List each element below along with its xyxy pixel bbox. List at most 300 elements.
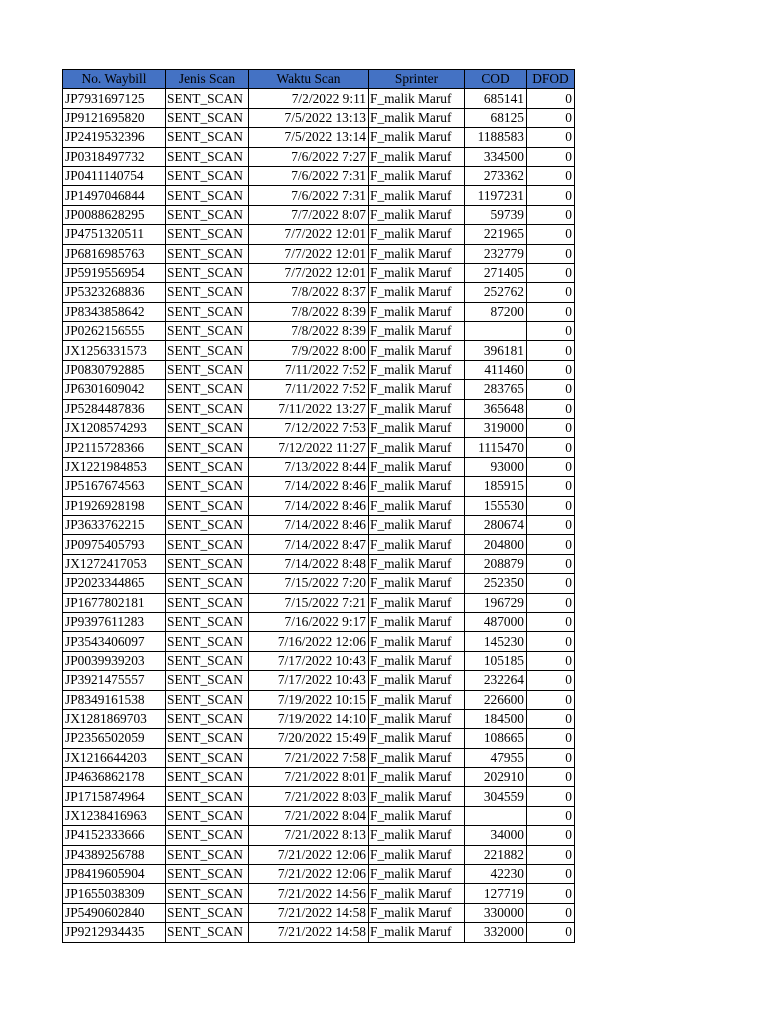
cell-jenis-scan[interactable]: SENT_SCAN xyxy=(166,535,249,554)
cell-cod[interactable]: 127719 xyxy=(465,884,527,903)
table-row[interactable] xyxy=(63,496,575,515)
table-row[interactable] xyxy=(63,457,575,476)
cell-cod[interactable]: 487000 xyxy=(465,612,527,631)
cell-cod[interactable]: 330000 xyxy=(465,903,527,922)
cell-jenis-scan[interactable]: SENT_SCAN xyxy=(166,865,249,884)
cell-no-waybill[interactable]: JP1497046844 xyxy=(63,186,166,205)
cell-dfod[interactable]: 0 xyxy=(527,845,575,864)
cell-waktu-scan[interactable]: 7/14/2022 8:46 xyxy=(249,477,369,496)
table-row[interactable] xyxy=(63,438,575,457)
cell-jenis-scan[interactable]: SENT_SCAN xyxy=(166,186,249,205)
cell-dfod[interactable]: 0 xyxy=(527,205,575,224)
table-row[interactable] xyxy=(63,612,575,631)
cell-cod[interactable]: 1188583 xyxy=(465,128,527,147)
cell-sprinter[interactable]: F_malik Maruf xyxy=(369,205,465,224)
cell-jenis-scan[interactable]: SENT_SCAN xyxy=(166,205,249,224)
cell-jenis-scan[interactable]: SENT_SCAN xyxy=(166,787,249,806)
cell-dfod[interactable]: 0 xyxy=(527,108,575,127)
cell-dfod[interactable]: 0 xyxy=(527,263,575,282)
cell-dfod[interactable]: 0 xyxy=(527,554,575,573)
cell-sprinter[interactable]: F_malik Maruf xyxy=(369,128,465,147)
cell-waktu-scan[interactable]: 7/6/2022 7:27 xyxy=(249,147,369,166)
cell-dfod[interactable]: 0 xyxy=(527,380,575,399)
cell-dfod[interactable]: 0 xyxy=(527,593,575,612)
table-row[interactable] xyxy=(63,166,575,185)
cell-waktu-scan[interactable]: 7/21/2022 8:03 xyxy=(249,787,369,806)
cell-sprinter[interactable]: F_malik Maruf xyxy=(369,884,465,903)
cell-no-waybill[interactable]: JP1655038309 xyxy=(63,884,166,903)
cell-waktu-scan[interactable]: 7/15/2022 7:21 xyxy=(249,593,369,612)
cell-no-waybill[interactable]: JP8349161538 xyxy=(63,690,166,709)
cell-sprinter[interactable]: F_malik Maruf xyxy=(369,535,465,554)
cell-jenis-scan[interactable]: SENT_SCAN xyxy=(166,923,249,942)
cell-dfod[interactable]: 0 xyxy=(527,632,575,651)
cell-cod[interactable]: 185915 xyxy=(465,477,527,496)
table-row[interactable] xyxy=(63,865,575,884)
cell-sprinter[interactable]: F_malik Maruf xyxy=(369,457,465,476)
cell-cod[interactable]: 105185 xyxy=(465,651,527,670)
cell-waktu-scan[interactable]: 7/21/2022 14:56 xyxy=(249,884,369,903)
table-row[interactable] xyxy=(63,709,575,728)
cell-sprinter[interactable]: F_malik Maruf xyxy=(369,671,465,690)
cell-sprinter[interactable]: F_malik Maruf xyxy=(369,477,465,496)
cell-cod[interactable]: 1197231 xyxy=(465,186,527,205)
cell-cod[interactable]: 155530 xyxy=(465,496,527,515)
cell-dfod[interactable]: 0 xyxy=(527,457,575,476)
table-row[interactable] xyxy=(63,632,575,651)
cell-sprinter[interactable]: F_malik Maruf xyxy=(369,399,465,418)
cell-sprinter[interactable]: F_malik Maruf xyxy=(369,341,465,360)
cell-waktu-scan[interactable]: 7/9/2022 8:00 xyxy=(249,341,369,360)
cell-jenis-scan[interactable]: SENT_SCAN xyxy=(166,632,249,651)
cell-sprinter[interactable]: F_malik Maruf xyxy=(369,903,465,922)
cell-no-waybill[interactable]: JP8343858642 xyxy=(63,302,166,321)
cell-dfod[interactable]: 0 xyxy=(527,147,575,166)
cell-waktu-scan[interactable]: 7/15/2022 7:20 xyxy=(249,574,369,593)
cell-sprinter[interactable]: F_malik Maruf xyxy=(369,574,465,593)
cell-sprinter[interactable]: F_malik Maruf xyxy=(369,768,465,787)
cell-no-waybill[interactable]: JP5284487836 xyxy=(63,399,166,418)
cell-sprinter[interactable]: F_malik Maruf xyxy=(369,186,465,205)
cell-sprinter[interactable]: F_malik Maruf xyxy=(369,515,465,534)
cell-no-waybill[interactable]: JP9121695820 xyxy=(63,108,166,127)
cell-waktu-scan[interactable]: 7/16/2022 12:06 xyxy=(249,632,369,651)
table-row[interactable] xyxy=(63,651,575,670)
cell-jenis-scan[interactable]: SENT_SCAN xyxy=(166,496,249,515)
cell-waktu-scan[interactable]: 7/21/2022 8:13 xyxy=(249,826,369,845)
cell-cod[interactable]: 47955 xyxy=(465,748,527,767)
cell-cod[interactable]: 1115470 xyxy=(465,438,527,457)
table-row[interactable] xyxy=(63,399,575,418)
cell-sprinter[interactable]: F_malik Maruf xyxy=(369,380,465,399)
table-row[interactable] xyxy=(63,419,575,438)
cell-waktu-scan[interactable]: 7/11/2022 13:27 xyxy=(249,399,369,418)
cell-sprinter[interactable]: F_malik Maruf xyxy=(369,302,465,321)
table-row[interactable] xyxy=(63,89,575,108)
cell-no-waybill[interactable]: JP5167674563 xyxy=(63,477,166,496)
cell-cod[interactable]: 232264 xyxy=(465,671,527,690)
cell-sprinter[interactable]: F_malik Maruf xyxy=(369,360,465,379)
cell-waktu-scan[interactable]: 7/13/2022 8:44 xyxy=(249,457,369,476)
cell-jenis-scan[interactable]: SENT_SCAN xyxy=(166,89,249,108)
cell-cod[interactable]: 273362 xyxy=(465,166,527,185)
cell-waktu-scan[interactable]: 7/7/2022 8:07 xyxy=(249,205,369,224)
cell-cod[interactable]: 202910 xyxy=(465,768,527,787)
table-row[interactable] xyxy=(63,729,575,748)
cell-no-waybill[interactable]: JP9212934435 xyxy=(63,923,166,942)
cell-sprinter[interactable]: F_malik Maruf xyxy=(369,651,465,670)
table-row[interactable] xyxy=(63,787,575,806)
cell-no-waybill[interactable]: JP4636862178 xyxy=(63,768,166,787)
cell-dfod[interactable]: 0 xyxy=(527,496,575,515)
table-row[interactable] xyxy=(63,205,575,224)
table-row[interactable] xyxy=(63,593,575,612)
cell-dfod[interactable]: 0 xyxy=(527,671,575,690)
table-row[interactable] xyxy=(63,186,575,205)
cell-sprinter[interactable]: F_malik Maruf xyxy=(369,283,465,302)
cell-dfod[interactable]: 0 xyxy=(527,903,575,922)
cell-no-waybill[interactable]: JP0262156555 xyxy=(63,322,166,341)
table-row[interactable] xyxy=(63,806,575,825)
cell-dfod[interactable]: 0 xyxy=(527,322,575,341)
cell-no-waybill[interactable]: JP5323268836 xyxy=(63,283,166,302)
cell-no-waybill[interactable]: JP0318497732 xyxy=(63,147,166,166)
cell-jenis-scan[interactable]: SENT_SCAN xyxy=(166,438,249,457)
table-row[interactable] xyxy=(63,108,575,127)
cell-dfod[interactable]: 0 xyxy=(527,302,575,321)
cell-dfod[interactable]: 0 xyxy=(527,477,575,496)
table-row[interactable] xyxy=(63,380,575,399)
cell-jenis-scan[interactable]: SENT_SCAN xyxy=(166,768,249,787)
cell-dfod[interactable]: 0 xyxy=(527,244,575,263)
cell-dfod[interactable]: 0 xyxy=(527,729,575,748)
cell-dfod[interactable]: 0 xyxy=(527,186,575,205)
cell-dfod[interactable]: 0 xyxy=(527,768,575,787)
cell-jenis-scan[interactable]: SENT_SCAN xyxy=(166,903,249,922)
cell-waktu-scan[interactable]: 7/14/2022 8:47 xyxy=(249,535,369,554)
cell-no-waybill[interactable]: JP1715874964 xyxy=(63,787,166,806)
cell-jenis-scan[interactable]: SENT_SCAN xyxy=(166,380,249,399)
cell-no-waybill[interactable]: JX1238416963 xyxy=(63,806,166,825)
cell-no-waybill[interactable]: JP2356502059 xyxy=(63,729,166,748)
cell-waktu-scan[interactable]: 7/12/2022 7:53 xyxy=(249,419,369,438)
cell-waktu-scan[interactable]: 7/21/2022 12:06 xyxy=(249,845,369,864)
cell-dfod[interactable]: 0 xyxy=(527,341,575,360)
cell-waktu-scan[interactable]: 7/21/2022 7:58 xyxy=(249,748,369,767)
cell-jenis-scan[interactable]: SENT_SCAN xyxy=(166,360,249,379)
cell-cod[interactable]: 145230 xyxy=(465,632,527,651)
cell-sprinter[interactable]: F_malik Maruf xyxy=(369,787,465,806)
cell-cod[interactable]: 411460 xyxy=(465,360,527,379)
cell-cod[interactable]: 59739 xyxy=(465,205,527,224)
cell-sprinter[interactable]: F_malik Maruf xyxy=(369,322,465,341)
cell-no-waybill[interactable]: JP2023344865 xyxy=(63,574,166,593)
cell-waktu-scan[interactable]: 7/19/2022 14:10 xyxy=(249,709,369,728)
cell-jenis-scan[interactable]: SENT_SCAN xyxy=(166,574,249,593)
cell-no-waybill[interactable]: JX1281869703 xyxy=(63,709,166,728)
cell-dfod[interactable]: 0 xyxy=(527,419,575,438)
cell-dfod[interactable]: 0 xyxy=(527,515,575,534)
cell-waktu-scan[interactable]: 7/7/2022 12:01 xyxy=(249,244,369,263)
cell-dfod[interactable]: 0 xyxy=(527,826,575,845)
cell-dfod[interactable]: 0 xyxy=(527,399,575,418)
cell-cod[interactable]: 252350 xyxy=(465,574,527,593)
cell-jenis-scan[interactable]: SENT_SCAN xyxy=(166,690,249,709)
cell-sprinter[interactable]: F_malik Maruf xyxy=(369,612,465,631)
cell-no-waybill[interactable]: JX1221984853 xyxy=(63,457,166,476)
cell-jenis-scan[interactable]: SENT_SCAN xyxy=(166,748,249,767)
cell-dfod[interactable]: 0 xyxy=(527,128,575,147)
table-row[interactable] xyxy=(63,515,575,534)
cell-waktu-scan[interactable]: 7/17/2022 10:43 xyxy=(249,671,369,690)
cell-jenis-scan[interactable]: SENT_SCAN xyxy=(166,263,249,282)
cell-jenis-scan[interactable]: SENT_SCAN xyxy=(166,399,249,418)
cell-jenis-scan[interactable]: SENT_SCAN xyxy=(166,302,249,321)
cell-waktu-scan[interactable]: 7/14/2022 8:46 xyxy=(249,496,369,515)
cell-cod[interactable] xyxy=(465,322,527,341)
cell-sprinter[interactable]: F_malik Maruf xyxy=(369,496,465,515)
cell-sprinter[interactable]: F_malik Maruf xyxy=(369,108,465,127)
cell-jenis-scan[interactable]: SENT_SCAN xyxy=(166,457,249,476)
cell-cod[interactable]: 221965 xyxy=(465,225,527,244)
table-row[interactable] xyxy=(63,748,575,767)
cell-cod[interactable]: 34000 xyxy=(465,826,527,845)
cell-sprinter[interactable]: F_malik Maruf xyxy=(369,244,465,263)
cell-waktu-scan[interactable]: 7/20/2022 15:49 xyxy=(249,729,369,748)
cell-cod[interactable]: 232779 xyxy=(465,244,527,263)
table-row[interactable] xyxy=(63,535,575,554)
cell-jenis-scan[interactable]: SENT_SCAN xyxy=(166,166,249,185)
cell-jenis-scan[interactable]: SENT_SCAN xyxy=(166,826,249,845)
cell-no-waybill[interactable]: JP7931697125 xyxy=(63,89,166,108)
cell-dfod[interactable]: 0 xyxy=(527,923,575,942)
table-row[interactable] xyxy=(63,768,575,787)
cell-sprinter[interactable]: F_malik Maruf xyxy=(369,554,465,573)
cell-cod[interactable]: 280674 xyxy=(465,515,527,534)
table-row[interactable] xyxy=(63,341,575,360)
cell-waktu-scan[interactable]: 7/21/2022 12:06 xyxy=(249,865,369,884)
cell-jenis-scan[interactable]: SENT_SCAN xyxy=(166,651,249,670)
cell-no-waybill[interactable]: JP2115728366 xyxy=(63,438,166,457)
cell-sprinter[interactable]: F_malik Maruf xyxy=(369,438,465,457)
table-row[interactable] xyxy=(63,671,575,690)
cell-waktu-scan[interactable]: 7/21/2022 8:01 xyxy=(249,768,369,787)
cell-waktu-scan[interactable]: 7/16/2022 9:17 xyxy=(249,612,369,631)
cell-waktu-scan[interactable]: 7/21/2022 8:04 xyxy=(249,806,369,825)
cell-cod[interactable]: 184500 xyxy=(465,709,527,728)
cell-no-waybill[interactable]: JX1208574293 xyxy=(63,419,166,438)
cell-cod[interactable]: 685141 xyxy=(465,89,527,108)
cell-sprinter[interactable]: F_malik Maruf xyxy=(369,709,465,728)
cell-waktu-scan[interactable]: 7/11/2022 7:52 xyxy=(249,360,369,379)
cell-dfod[interactable]: 0 xyxy=(527,748,575,767)
cell-jenis-scan[interactable]: SENT_SCAN xyxy=(166,806,249,825)
cell-cod[interactable]: 334500 xyxy=(465,147,527,166)
cell-no-waybill[interactable]: JP1926928198 xyxy=(63,496,166,515)
cell-dfod[interactable]: 0 xyxy=(527,612,575,631)
cell-no-waybill[interactable]: JP0088628295 xyxy=(63,205,166,224)
cell-cod[interactable]: 226600 xyxy=(465,690,527,709)
cell-waktu-scan[interactable]: 7/7/2022 12:01 xyxy=(249,263,369,282)
cell-no-waybill[interactable]: JP5919556954 xyxy=(63,263,166,282)
cell-cod[interactable]: 332000 xyxy=(465,923,527,942)
table-row[interactable] xyxy=(63,263,575,282)
cell-waktu-scan[interactable]: 7/7/2022 12:01 xyxy=(249,225,369,244)
cell-waktu-scan[interactable]: 7/5/2022 13:14 xyxy=(249,128,369,147)
cell-cod[interactable]: 396181 xyxy=(465,341,527,360)
table-row[interactable] xyxy=(63,322,575,341)
cell-dfod[interactable]: 0 xyxy=(527,166,575,185)
cell-jenis-scan[interactable]: SENT_SCAN xyxy=(166,477,249,496)
table-row[interactable] xyxy=(63,302,575,321)
cell-sprinter[interactable]: F_malik Maruf xyxy=(369,263,465,282)
cell-waktu-scan[interactable]: 7/6/2022 7:31 xyxy=(249,166,369,185)
cell-sprinter[interactable]: F_malik Maruf xyxy=(369,865,465,884)
cell-cod[interactable]: 42230 xyxy=(465,865,527,884)
cell-cod[interactable]: 196729 xyxy=(465,593,527,612)
cell-jenis-scan[interactable]: SENT_SCAN xyxy=(166,225,249,244)
cell-dfod[interactable]: 0 xyxy=(527,360,575,379)
cell-sprinter[interactable]: F_malik Maruf xyxy=(369,632,465,651)
cell-dfod[interactable]: 0 xyxy=(527,651,575,670)
table-row[interactable] xyxy=(63,826,575,845)
cell-jenis-scan[interactable]: SENT_SCAN xyxy=(166,341,249,360)
cell-jenis-scan[interactable]: SENT_SCAN xyxy=(166,515,249,534)
cell-cod[interactable]: 93000 xyxy=(465,457,527,476)
cell-dfod[interactable]: 0 xyxy=(527,283,575,302)
cell-jenis-scan[interactable]: SENT_SCAN xyxy=(166,845,249,864)
cell-waktu-scan[interactable]: 7/19/2022 10:15 xyxy=(249,690,369,709)
table-row[interactable] xyxy=(63,903,575,922)
cell-dfod[interactable]: 0 xyxy=(527,225,575,244)
cell-cod[interactable]: 365648 xyxy=(465,399,527,418)
cell-waktu-scan[interactable]: 7/2/2022 9:11 xyxy=(249,89,369,108)
cell-no-waybill[interactable]: JP0830792885 xyxy=(63,360,166,379)
cell-sprinter[interactable]: F_malik Maruf xyxy=(369,845,465,864)
cell-dfod[interactable]: 0 xyxy=(527,535,575,554)
cell-cod[interactable]: 68125 xyxy=(465,108,527,127)
cell-sprinter[interactable]: F_malik Maruf xyxy=(369,225,465,244)
cell-dfod[interactable]: 0 xyxy=(527,865,575,884)
table-row[interactable] xyxy=(63,884,575,903)
cell-no-waybill[interactable]: JP3633762215 xyxy=(63,515,166,534)
cell-waktu-scan[interactable]: 7/12/2022 11:27 xyxy=(249,438,369,457)
cell-dfod[interactable]: 0 xyxy=(527,806,575,825)
cell-cod[interactable]: 208879 xyxy=(465,554,527,573)
cell-waktu-scan[interactable]: 7/8/2022 8:39 xyxy=(249,302,369,321)
cell-no-waybill[interactable]: JP6301609042 xyxy=(63,380,166,399)
cell-no-waybill[interactable]: JP4751320511 xyxy=(63,225,166,244)
cell-dfod[interactable]: 0 xyxy=(527,690,575,709)
cell-sprinter[interactable]: F_malik Maruf xyxy=(369,89,465,108)
cell-sprinter[interactable]: F_malik Maruf xyxy=(369,419,465,438)
cell-no-waybill[interactable]: JP2419532396 xyxy=(63,128,166,147)
cell-jenis-scan[interactable]: SENT_SCAN xyxy=(166,322,249,341)
cell-jenis-scan[interactable]: SENT_SCAN xyxy=(166,709,249,728)
cell-no-waybill[interactable]: JP6816985763 xyxy=(63,244,166,263)
cell-cod[interactable]: 204800 xyxy=(465,535,527,554)
cell-cod[interactable]: 319000 xyxy=(465,419,527,438)
cell-cod[interactable]: 283765 xyxy=(465,380,527,399)
cell-no-waybill[interactable]: JP8419605904 xyxy=(63,865,166,884)
cell-jenis-scan[interactable]: SENT_SCAN xyxy=(166,419,249,438)
cell-cod[interactable]: 108665 xyxy=(465,729,527,748)
table-row[interactable] xyxy=(63,477,575,496)
cell-waktu-scan[interactable]: 7/21/2022 14:58 xyxy=(249,903,369,922)
cell-waktu-scan[interactable]: 7/5/2022 13:13 xyxy=(249,108,369,127)
cell-sprinter[interactable]: F_malik Maruf xyxy=(369,147,465,166)
cell-cod[interactable] xyxy=(465,806,527,825)
cell-dfod[interactable]: 0 xyxy=(527,438,575,457)
cell-cod[interactable]: 252762 xyxy=(465,283,527,302)
table-row[interactable] xyxy=(63,360,575,379)
cell-no-waybill[interactable]: JP4389256788 xyxy=(63,845,166,864)
cell-cod[interactable]: 304559 xyxy=(465,787,527,806)
cell-jenis-scan[interactable]: SENT_SCAN xyxy=(166,283,249,302)
cell-jenis-scan[interactable]: SENT_SCAN xyxy=(166,671,249,690)
cell-jenis-scan[interactable]: SENT_SCAN xyxy=(166,593,249,612)
cell-jenis-scan[interactable]: SENT_SCAN xyxy=(166,884,249,903)
cell-dfod[interactable]: 0 xyxy=(527,884,575,903)
cell-jenis-scan[interactable]: SENT_SCAN xyxy=(166,128,249,147)
cell-sprinter[interactable]: F_malik Maruf xyxy=(369,923,465,942)
table-row[interactable] xyxy=(63,554,575,573)
table-row[interactable] xyxy=(63,128,575,147)
cell-sprinter[interactable]: F_malik Maruf xyxy=(369,806,465,825)
cell-sprinter[interactable]: F_malik Maruf xyxy=(369,748,465,767)
cell-cod[interactable]: 221882 xyxy=(465,845,527,864)
cell-dfod[interactable]: 0 xyxy=(527,709,575,728)
cell-dfod[interactable]: 0 xyxy=(527,574,575,593)
cell-no-waybill[interactable]: JX1256331573 xyxy=(63,341,166,360)
cell-waktu-scan[interactable]: 7/8/2022 8:37 xyxy=(249,283,369,302)
cell-sprinter[interactable]: F_malik Maruf xyxy=(369,166,465,185)
cell-dfod[interactable]: 0 xyxy=(527,787,575,806)
table-row[interactable] xyxy=(63,283,575,302)
cell-jenis-scan[interactable]: SENT_SCAN xyxy=(166,244,249,263)
cell-no-waybill[interactable]: JP0411140754 xyxy=(63,166,166,185)
cell-waktu-scan[interactable]: 7/14/2022 8:48 xyxy=(249,554,369,573)
cell-cod[interactable]: 87200 xyxy=(465,302,527,321)
cell-no-waybill[interactable]: JP1677802181 xyxy=(63,593,166,612)
cell-no-waybill[interactable]: JP3921475557 xyxy=(63,671,166,690)
cell-jenis-scan[interactable]: SENT_SCAN xyxy=(166,729,249,748)
cell-no-waybill[interactable]: JP0975405793 xyxy=(63,535,166,554)
cell-waktu-scan[interactable]: 7/11/2022 7:52 xyxy=(249,380,369,399)
cell-waktu-scan[interactable]: 7/17/2022 10:43 xyxy=(249,651,369,670)
cell-cod[interactable]: 271405 xyxy=(465,263,527,282)
cell-sprinter[interactable]: F_malik Maruf xyxy=(369,826,465,845)
cell-jenis-scan[interactable]: SENT_SCAN xyxy=(166,108,249,127)
cell-no-waybill[interactable]: JP0039939203 xyxy=(63,651,166,670)
cell-no-waybill[interactable]: JP3543406097 xyxy=(63,632,166,651)
cell-no-waybill[interactable]: JX1216644203 xyxy=(63,748,166,767)
cell-no-waybill[interactable]: JX1272417053 xyxy=(63,554,166,573)
table-row[interactable] xyxy=(63,574,575,593)
cell-jenis-scan[interactable]: SENT_SCAN xyxy=(166,147,249,166)
table-row[interactable] xyxy=(63,225,575,244)
cell-waktu-scan[interactable]: 7/14/2022 8:46 xyxy=(249,515,369,534)
table-row[interactable] xyxy=(63,690,575,709)
cell-waktu-scan[interactable]: 7/21/2022 14:58 xyxy=(249,923,369,942)
cell-sprinter[interactable]: F_malik Maruf xyxy=(369,729,465,748)
cell-jenis-scan[interactable]: SENT_SCAN xyxy=(166,554,249,573)
table-row[interactable] xyxy=(63,244,575,263)
cell-sprinter[interactable]: F_malik Maruf xyxy=(369,593,465,612)
cell-no-waybill[interactable]: JP4152333666 xyxy=(63,826,166,845)
table-row[interactable] xyxy=(63,845,575,864)
cell-no-waybill[interactable]: JP5490602840 xyxy=(63,903,166,922)
